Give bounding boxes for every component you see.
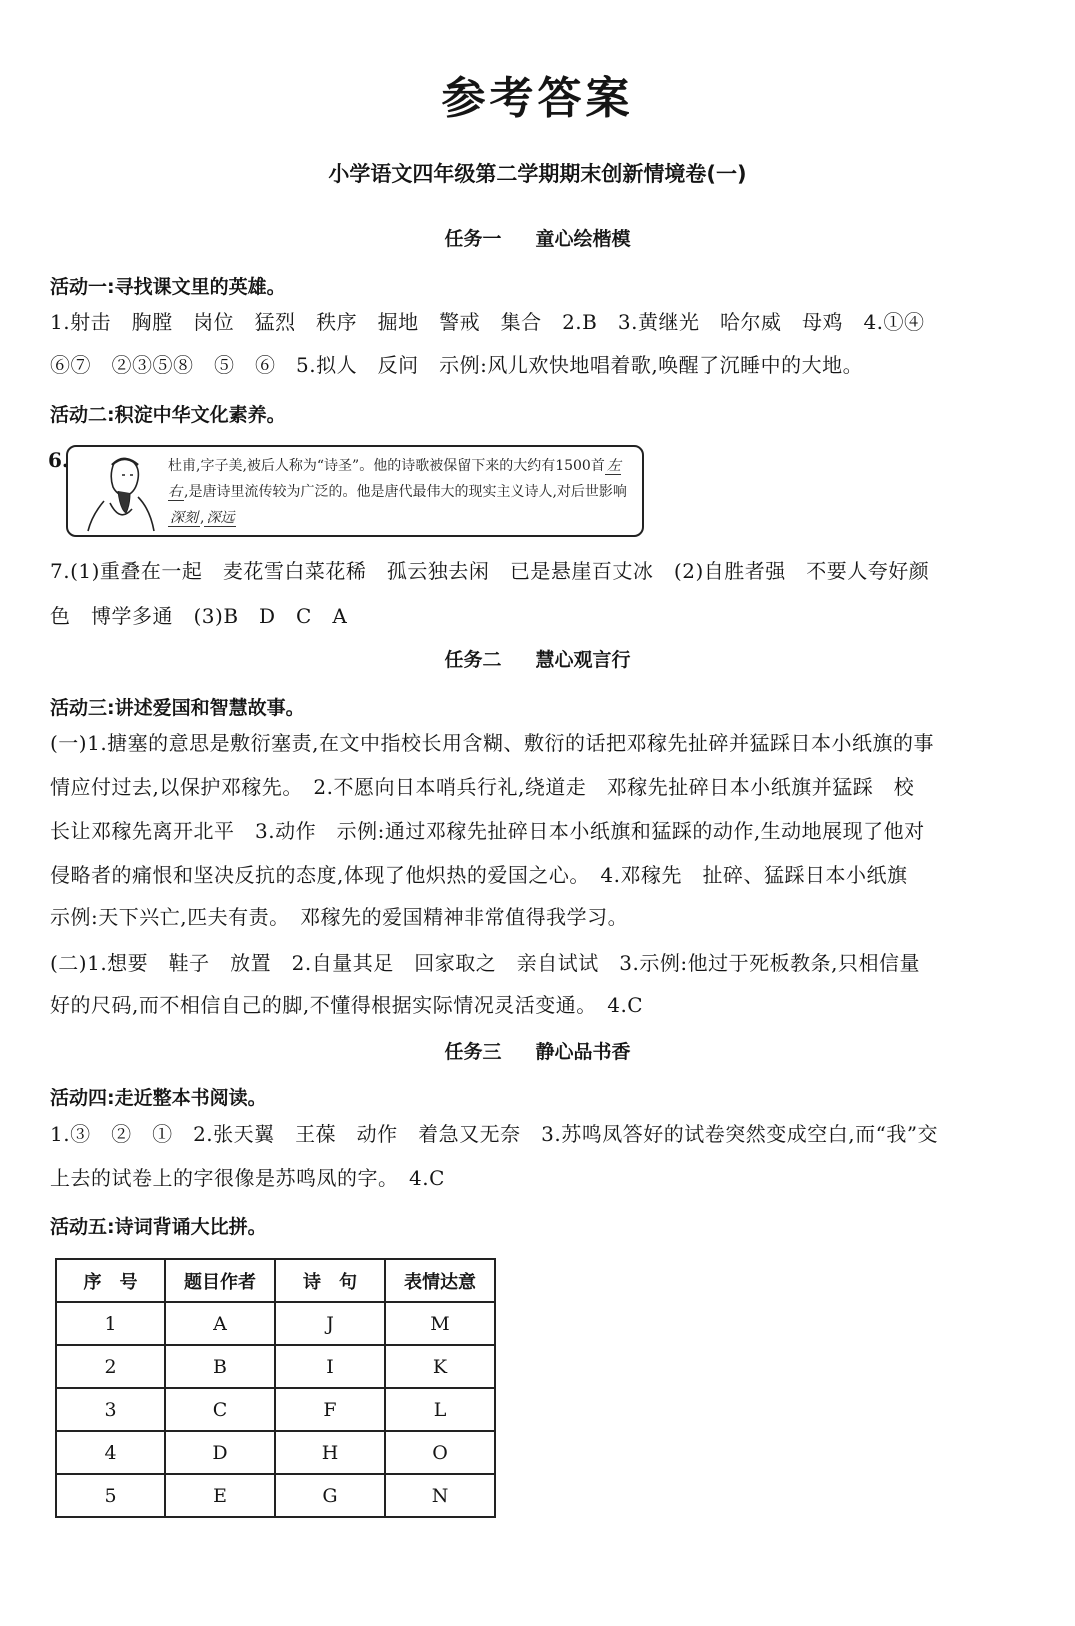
activity-heading-1: 活动一:寻找课文里的英雄。 (50, 276, 286, 298)
question-6-box (66, 445, 644, 537)
answer-line: 上去的试卷上的字很像是苏鸣凤的字。 4.C (50, 1166, 445, 1190)
page-title: 参考答案 (441, 73, 634, 124)
activity-heading-5: 活动五:诗词背诵大比拼。 (50, 1216, 267, 1238)
table-cell: 4 (56, 1431, 165, 1474)
table-cell: A (165, 1302, 275, 1345)
task-heading-1 (0, 224, 1075, 251)
answer-line: (一)1.搪塞的意思是敷衍塞责,在文中指校长用含糊、敷衍的话把邓稼先扯碎并猛踩日本小纸旗的事 (50, 731, 935, 755)
table-cell: I (275, 1345, 385, 1388)
task-name: 慧心观言行 (535, 649, 631, 671)
table-cell: E (165, 1474, 275, 1517)
table-cell: 5 (56, 1474, 165, 1517)
paper-title: 小学语文四年级第二学期期末创新情境卷(一) (328, 162, 747, 186)
table-cell: G (275, 1474, 385, 1517)
task-label: 任务一 (444, 228, 502, 250)
activity-heading-2: 活动二:积淀中华文化素养。 (50, 404, 286, 426)
table-header: 诗 句 (275, 1259, 385, 1302)
answer-line: 色 博学多通 (3)B D C A (50, 604, 348, 628)
answer-line: 7.(1)重叠在一起 麦花雪白菜花稀 孤云独去闲 已是悬崖百丈冰 (2)自胜者强 不要人夸好颜 (50, 559, 930, 583)
table-header: 题目作者 (165, 1259, 275, 1302)
answer-line: 好的尺码,而不相信自己的脚,不懂得根据实际情况灵活变通。 4.C (50, 993, 644, 1017)
table-row (56, 1431, 495, 1474)
task-heading-3 (0, 1037, 1075, 1064)
task-label: 任务二 (444, 649, 502, 671)
fill-blank-answer: 深远 (206, 510, 235, 526)
task-heading-2 (0, 645, 1075, 672)
answer-line: 1.射击 胸膛 岗位 猛烈 秩序 掘地 警戒 集合 2.B 3.黄继光 哈尔威 母鸡 4.①④ (50, 310, 925, 334)
fill-blank-answer: 深刻 (170, 510, 198, 526)
table-cell: J (275, 1302, 385, 1345)
table-cell: C (165, 1388, 275, 1431)
table-row (56, 1474, 495, 1517)
table-cell: D (165, 1431, 275, 1474)
task-name: 静心品书香 (535, 1041, 631, 1063)
table-cell: L (385, 1388, 495, 1431)
table-cell: N (385, 1474, 495, 1517)
question-6-number: 6. (48, 448, 69, 472)
activity-heading-3: 活动三:讲述爱国和智慧故事。 (50, 697, 305, 719)
table-row (56, 1345, 495, 1388)
du-fu-portrait-illustration (80, 453, 164, 533)
task-name: 童心绘楷模 (535, 228, 631, 250)
table-cell: 2 (56, 1345, 165, 1388)
question-6-text: 杜甫,字子美,被后人称为“诗圣”。他的诗歌被保留下来的大约有1500首 左右 ,是唐诗里流传较为广泛的。他是唐代最伟大的现实主义诗人,对后世影响深刻 , 深远 (168, 458, 627, 526)
answer-line: (二)1.想要 鞋子 放置 2.自量其足 回家取之 亲自试试 3.示例:他过于死板教条,只相信量 (50, 951, 920, 975)
table-cell: 3 (56, 1388, 165, 1431)
activity-heading-4: 活动四:走近整本书阅读。 (50, 1087, 267, 1109)
table-header: 表情达意 (385, 1259, 495, 1302)
table-cell: 1 (56, 1302, 165, 1345)
answer-line: 情应付过去,以保护邓稼先。 2.不愿向日本哨兵行礼,绕道走 邓稼先扯碎日本小纸旗并猛踩 校 (50, 775, 915, 799)
table-cell: M (385, 1302, 495, 1345)
answer-line: 1.③ ② ① 2.张天翼 王葆 动作 着急又无奈 3.苏鸣凤答好的试卷突然变成空白,而“我”交 (50, 1122, 939, 1146)
table-cell: F (275, 1388, 385, 1431)
table-cell: H (275, 1431, 385, 1474)
answer-line: 示例:天下兴亡,匹夫有责。 邓稼先的爱国精神非常值得我学习。 (50, 905, 629, 929)
table-row (56, 1302, 495, 1345)
fill-blank-answer: 左右 (168, 458, 621, 500)
task-label: 任务三 (444, 1041, 502, 1063)
table-cell: K (385, 1345, 495, 1388)
answer-line: ⑥⑦ ②③⑤⑧ ⑤ ⑥ 5.拟人 反问 示例:风儿欢快地唱着歌,唤醒了沉睡中的大地。 (50, 353, 864, 377)
table-header-row (56, 1259, 495, 1302)
answer-line: 长让邓稼先离开北平 3.动作 示例:通过邓稼先扯碎日本小纸旗和猛踩的动作,生动地展现了他对 (50, 819, 925, 843)
answer-line: 侵略者的痛恨和坚决反抗的态度,体现了他炽热的爱国之心。 4.邓稼先 扯碎、猛踩日本小纸旗 (50, 863, 908, 887)
poetry-answer-table (55, 1258, 496, 1518)
table-cell: O (385, 1431, 495, 1474)
table-header: 序 号 (56, 1259, 165, 1302)
table-cell: B (165, 1345, 275, 1388)
table-row (56, 1388, 495, 1431)
